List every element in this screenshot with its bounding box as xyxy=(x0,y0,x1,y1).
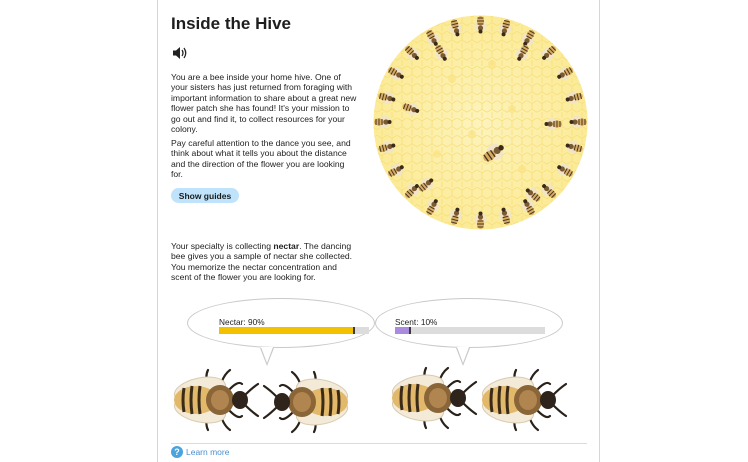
specialty-suffix: . The dancing bee gives you a sample of nectar she collected. You memorize the nectar concentration and scent of the flower you are looking for. xyxy=(171,241,353,283)
activity-panel xyxy=(157,0,600,462)
scent-meter xyxy=(395,327,545,334)
scent-label: Scent: 10% xyxy=(395,317,438,327)
scent-bubble xyxy=(375,298,563,348)
specialty-paragraph xyxy=(171,241,357,283)
nectar-meter xyxy=(219,327,369,334)
learn-more-text[interactable]: Learn more xyxy=(186,447,230,457)
speaker-icon[interactable] xyxy=(171,45,189,61)
page-title: Inside the Hive xyxy=(171,14,291,33)
show-guides-button[interactable]: Show guides xyxy=(171,188,239,203)
specialty-prefix: Your specialty is collecting xyxy=(171,241,274,251)
help-icon[interactable]: ? xyxy=(171,446,183,458)
left-bee-2 xyxy=(264,372,350,432)
scent-meter-fill xyxy=(395,327,410,334)
specialty-keyword: nectar xyxy=(273,241,300,251)
scent-bubble-tail-inner xyxy=(457,347,469,363)
intro-paragraph-2: Pay careful attention to the dance you see, and think about what it tells you about the distance and the direction of the flower you are looking for. xyxy=(171,138,351,180)
hive-illustration[interactable] xyxy=(372,14,589,231)
bees-illustration xyxy=(166,362,586,442)
nectar-meter-fill xyxy=(219,327,354,334)
nectar-label: Nectar: 90% xyxy=(219,317,265,327)
right-bee-1 xyxy=(390,368,476,428)
intro-paragraph-1: You are a bee inside your home hive. One of your sisters has just returned from foraging with important information to share about a great new flower patch she has found! It's your mission to go out and find it, to collect resources for your colony. xyxy=(171,72,357,135)
learn-more-link[interactable] xyxy=(171,446,229,458)
nectar-bubble-tail-inner xyxy=(261,347,273,363)
footer-divider xyxy=(171,443,587,444)
right-bee-2 xyxy=(480,370,566,430)
nectar-bubble xyxy=(187,298,375,348)
left-bee-1 xyxy=(172,370,258,430)
